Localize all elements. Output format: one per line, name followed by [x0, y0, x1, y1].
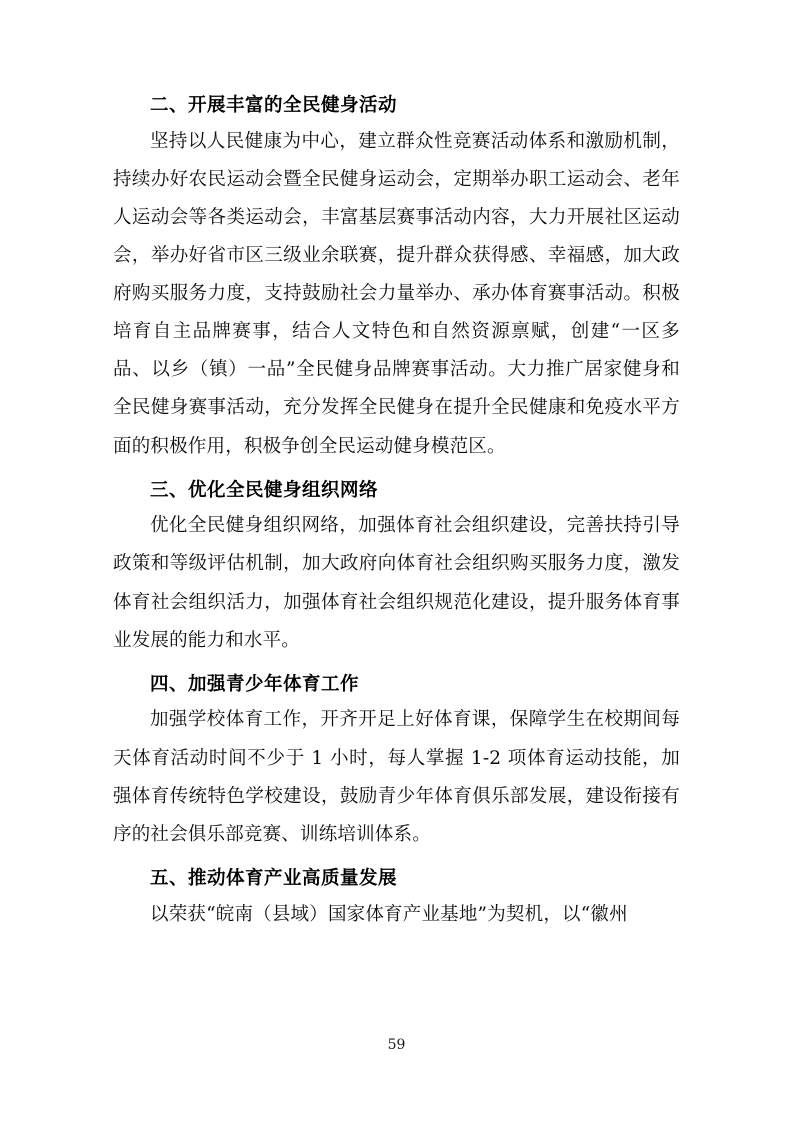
section-heading-four: 四、加强青少年体育工作: [150, 673, 360, 695]
paragraph-section-four: 加强学校体育工作，开齐开足上好体育课，保障学生在校期间每天体育活动时间不少于 1 小时，每人掌握 1-2 项体育运动技能，加强体育传统特色学校建设，鼓励青少年体育俱乐部发展，建设衔接有序的社会俱乐部竞赛、训练培训体系。: [113, 709, 680, 845]
paragraph-section-two: 坚持以人民健康为中心，建立群众性竞赛活动体系和激励机制，持续办好农民运动会暨全民健身运动会，定期举办职工运动会、老年人运动会等各类运动会，丰富基层赛事活动内容，大力开展社区运动会，举办好省市区三级业余联赛，提升群众获得感、幸福感，加大政府购买服务力度，支持鼓励社会力量举办、承办体育赛事活动。积极培育自主品牌赛事，结合人文特色和自然资源禀赋，创建“一区多品、以乡（镇）一品”全民健身品牌赛事活动。大力推广居家健身和全民健身赛事活动，充分发挥全民健身在提升全民健康和免疫水平方面的积极作用，积极争创全民运动健身模范区。: [113, 130, 680, 457]
paragraph-section-five: 以荣获“皖南（县域）国家体育产业基地”为契机，以“徽州: [150, 903, 628, 925]
section-heading-two: 二、开展丰富的全民健身活动: [150, 95, 398, 116]
page-number: 59: [387, 1037, 406, 1053]
page-content: [113, 92, 680, 934]
paragraph-section-three: 优化全民健身组织网络，加强体育社会组织建设，完善扶持引导政策和等级评估机制，加大政府向体育社会组织购买服务力度，激发体育社会组织活力，加强体育社会组织规范化建设，提升服务体育事业发展的能力和水平。: [113, 515, 680, 651]
section-heading-three: 三、优化全民健身组织网络: [150, 479, 379, 501]
section-heading-five: 五、推动体育产业高质量发展: [150, 867, 398, 889]
